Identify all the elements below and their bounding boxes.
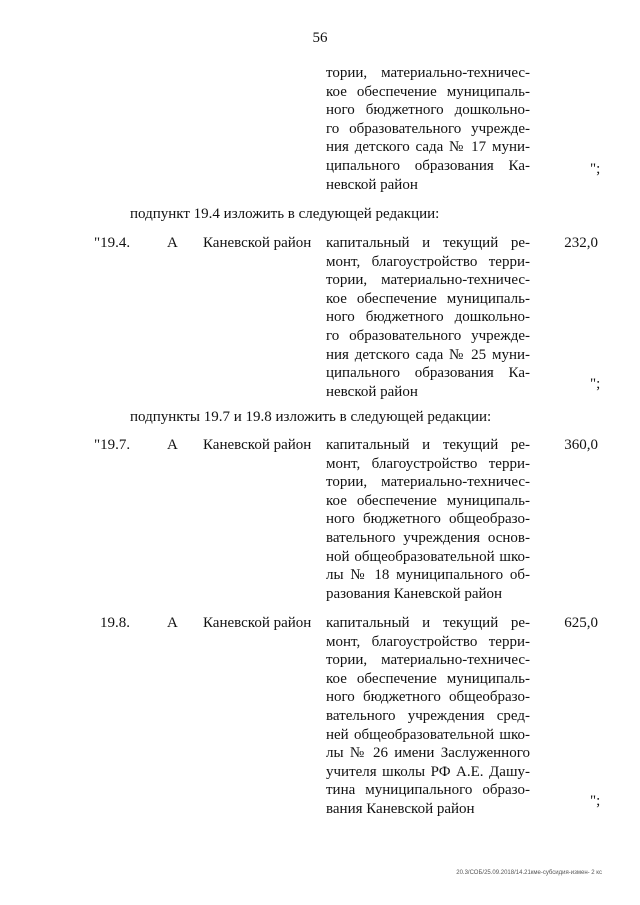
row-district: Каневской район <box>203 615 312 631</box>
row-district: Каневской район <box>203 235 312 251</box>
document-footer: 20.3/СОБ/25.09.2018/14.21кме-субсидия-измен- 2 кс <box>456 870 602 876</box>
row-number: "19.4. <box>94 235 131 251</box>
description-line: монт, благоустройство терри- <box>326 253 530 270</box>
description-line: ного бюджетного общеобразо- <box>326 511 530 528</box>
description-line: тории, материально-техничес- <box>326 65 530 81</box>
description-line: ного бюджетного общеобразо- <box>326 689 530 706</box>
description-line: монт, благоустройство терри- <box>326 455 530 472</box>
description-line: кое обеспечение муниципаль- <box>326 492 530 509</box>
instruction-subitem-19-4: подпункт 19.4 изложить в следующей редакции: <box>130 206 440 222</box>
description-line: кое обеспечение муниципаль- <box>326 290 530 307</box>
description-line: ципального образования Ка- <box>326 365 530 382</box>
row-letter: А <box>167 437 178 453</box>
description-line: лы № 26 имени Заслуженного <box>326 745 530 762</box>
description-line: го образовательного учрежде- <box>326 327 530 344</box>
row-description <box>326 234 530 401</box>
instruction-subitems-19-7-19-8: подпункты 19.7 и 19.8 изложить в следующей редакции: <box>130 409 492 425</box>
description-line: вательного учреждения сред- <box>326 707 530 724</box>
row-letter: А <box>167 615 178 631</box>
description-line: тина муниципального образо- <box>326 782 530 799</box>
description-line: капитальный и текущий ре- <box>326 437 530 453</box>
row-amount: 360,0 <box>564 437 598 453</box>
fragment-top-description <box>326 64 530 194</box>
description-line: тории, материально-техничес- <box>326 652 530 669</box>
row-letter: А <box>167 235 178 251</box>
description-line: ней общеобразовательной шко- <box>326 726 530 743</box>
description-line: ния детского сада № 25 муни- <box>326 346 530 363</box>
description-line: ципального образования Ка- <box>326 157 530 174</box>
row-closing-quote: "; <box>590 793 601 809</box>
description-line: вательного учреждения основ- <box>326 529 530 546</box>
row-district: Каневской район <box>203 437 312 453</box>
row-description <box>326 436 530 603</box>
description-line: тории, материально-техничес- <box>326 474 530 491</box>
description-line: ного бюджетного дошкольно- <box>326 309 530 326</box>
description-line: вания Каневской район <box>326 800 475 817</box>
fragment-top-closing-quote: "; <box>590 161 601 177</box>
description-line: ния детского сада № 17 муни- <box>326 139 530 156</box>
row-description <box>326 614 530 819</box>
description-line: капитальный и текущий ре- <box>326 235 530 251</box>
description-line: невской район <box>326 383 418 400</box>
row-amount: 232,0 <box>564 235 598 251</box>
description-line: разования Каневской район <box>326 585 503 602</box>
row-amount: 625,0 <box>564 615 598 631</box>
description-line: лы № 18 муниципального об- <box>326 567 530 584</box>
description-line: ного бюджетного дошкольно- <box>326 102 530 119</box>
description-line: ной общеобразовательной шко- <box>326 548 530 565</box>
row-number: "19.7. <box>94 437 131 453</box>
description-line: капитальный и текущий ре- <box>326 615 530 631</box>
description-line: кое обеспечение муниципаль- <box>326 670 530 687</box>
description-line: тории, материально-техничес- <box>326 272 530 289</box>
page-number: 56 <box>312 30 328 46</box>
description-line: монт, благоустройство терри- <box>326 633 530 650</box>
description-line: невской район <box>326 176 418 193</box>
description-line: кое обеспечение муниципаль- <box>326 83 530 100</box>
row-number: 19.8. <box>100 615 130 631</box>
description-line: учителя школы РФ А.Е. Дашу- <box>326 763 530 780</box>
row-closing-quote: "; <box>590 376 601 392</box>
description-line: го образовательного учрежде- <box>326 120 530 137</box>
